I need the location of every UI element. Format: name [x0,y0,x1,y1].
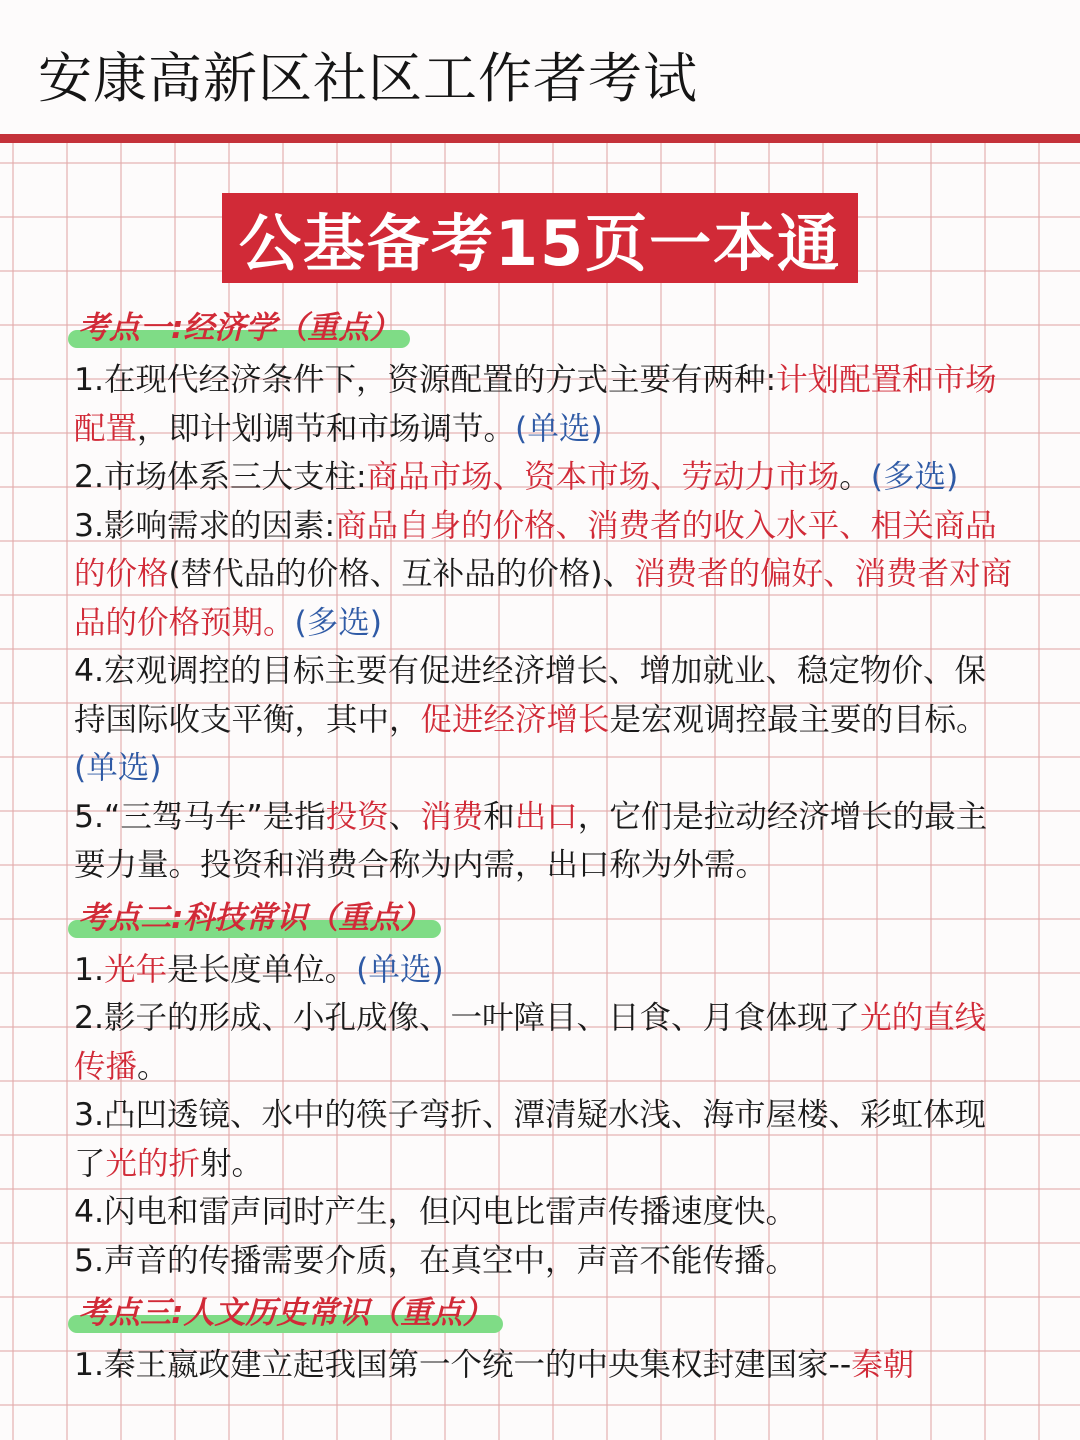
page-header [0,0,1080,134]
section-heading-text: 考点二:科技常识（重点） [78,899,432,936]
note-item [74,994,1014,1091]
note-item [74,1237,1014,1286]
note-text: 射。 [200,1145,264,1182]
key-term: 计划配置和市场配置 [74,362,997,447]
banner-title: 公基备考15页一本通 [238,206,842,280]
note-text: 4.宏观调控的目标主要有促进经济增长、增加就业、稳定物价、保持国际收支平衡，其中， [74,653,987,738]
note-item [74,946,1014,995]
key-term: 促进经济增长 [420,701,610,738]
key-term: 出口 [514,798,578,835]
question-type-tag: (多选) [294,604,383,641]
key-term: 秦朝 [851,1347,915,1383]
note-text: 和 [483,798,515,835]
note-text: 3.影响需求的因素: [74,507,336,544]
note-text: 1.在现代经济条件下，资源配置的方式主要有两种: [74,362,777,398]
key-term: 商品自身的价格、消费者的收入水平、相关商品的价格 [74,507,997,592]
section-heading-text: 考点一:经济学（重点） [78,310,401,346]
note-text: ，即计划调节和市场调节。 [137,410,516,447]
section-heading [74,890,441,946]
note-item [74,1188,1014,1237]
note-text: 3.凸凹透镜、水中的筷子弯折、潭清疑水浅、海市屋楼、彩虹体现了 [74,1097,987,1182]
key-term: 光的直线传播 [74,1000,987,1085]
note-item [74,453,1014,502]
note-text: 是长度单位。 [167,951,357,988]
note-text: 5.声音的传播需要介质，在真空中，声音不能传播。 [74,1242,798,1279]
note-text: (替代品的价格、互补品的价格)、 [168,556,635,592]
note-text: 1. [74,951,105,988]
key-term: 消费 [420,798,484,835]
key-term: 商品市场、资本市场、劳动力市场 [366,459,840,495]
note-text: 、 [388,798,421,835]
key-term: 消费者的偏好、消费者对商品的价格预期。 [74,556,1013,641]
note-text: 4.闪电和雷声同时产生，但闪电比雷声传播速度快。 [74,1194,798,1230]
title-banner [222,193,858,283]
note-item [74,793,1014,890]
question-type-tag: (多选) [870,459,959,495]
note-text: 。 [137,1048,169,1085]
note-item [74,1341,1014,1390]
note-text: 是宏观调控最主要的目标。 [609,701,988,738]
note-item [74,647,1014,793]
note-text: 。 [839,459,871,495]
header-divider [0,134,1080,143]
key-term: 光年 [104,951,168,988]
note-item [74,1091,1014,1188]
note-text: 2.影子的形成、小孔成像、一叶障目、日食、月食体现了 [74,1000,861,1036]
section-heading [74,1285,503,1341]
note-text: 2.市场体系三大支柱: [74,459,367,495]
note-text: ，它们是拉动经济增长的最主要力量。投资和消费合称为内需，出口称为外需。 [74,798,988,883]
note-item [74,356,1014,453]
section-heading-text: 考点三:人文历史常识（重点） [78,1295,494,1331]
page-title: 安康高新区社区工作者考试 [38,47,698,110]
question-type-tag: (单选) [515,410,603,447]
note-text: 1.秦王嬴政建立起我国第一个统一的中央集权封建国家-- [74,1347,852,1383]
key-term: 投资 [325,798,389,835]
key-term: 光的折 [105,1145,201,1182]
note-text: 5.“三驾马车”是指 [74,798,326,835]
section-heading [74,300,410,356]
question-type-tag: (单选) [356,951,444,988]
note-item [74,502,1014,648]
question-type-tag: (单选) [74,750,162,786]
notes-content [74,300,1014,1390]
